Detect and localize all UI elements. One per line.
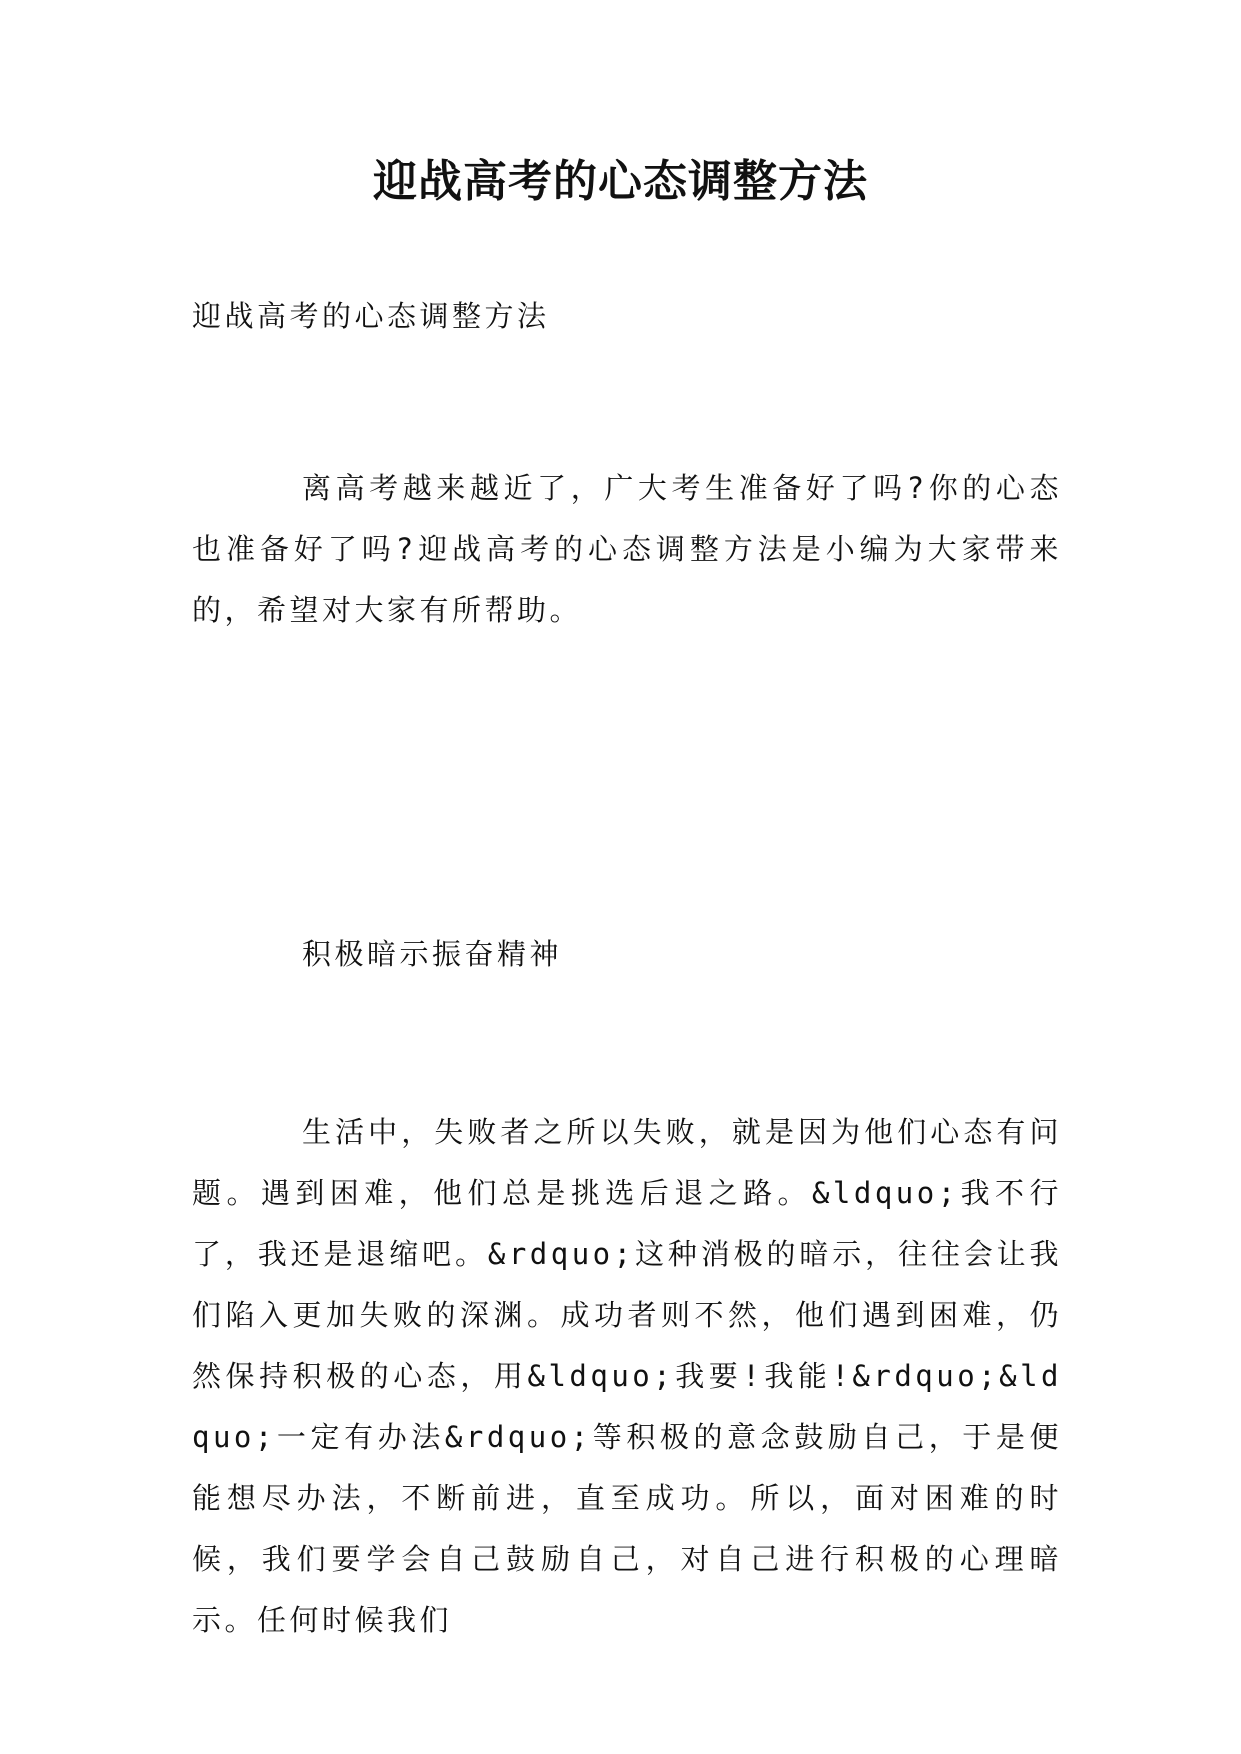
body-paragraph: 生活中，失败者之所以失败，就是因为他们心态有问题。遇到困难，他们总是挑选后退之路。&ldquo;我不行了，我还是退缩吧。&rdquo;这种消极的暗示，往往会让我们陷入更加失败的深渊。成功者则不然，他们遇到困难，仍然保持积极的心态，用&ldquo;我要!我能!&rdquo;&ldquo;一定有办法&rdquo;等积极的意念鼓励自己，于是便能想尽办法，不断前进，直至成功。所以，面对困难的时候，我们要学会自己鼓励自己，对自己进行积极的心理暗示。任何时候我们: [192, 1115, 1062, 1637]
section-heading: 积极暗示振奋精神: [302, 937, 563, 971]
document-subtitle: 迎战高考的心态调整方法: [192, 299, 550, 333]
intro-paragraph: 离高考越来越近了，广大考生准备好了吗?你的心态也准备好了吗?迎战高考的心态调整方法是小编为大家带来的，希望对大家有所帮助。: [192, 471, 1062, 627]
page-title: 迎战高考的心态调整方法: [373, 156, 868, 207]
